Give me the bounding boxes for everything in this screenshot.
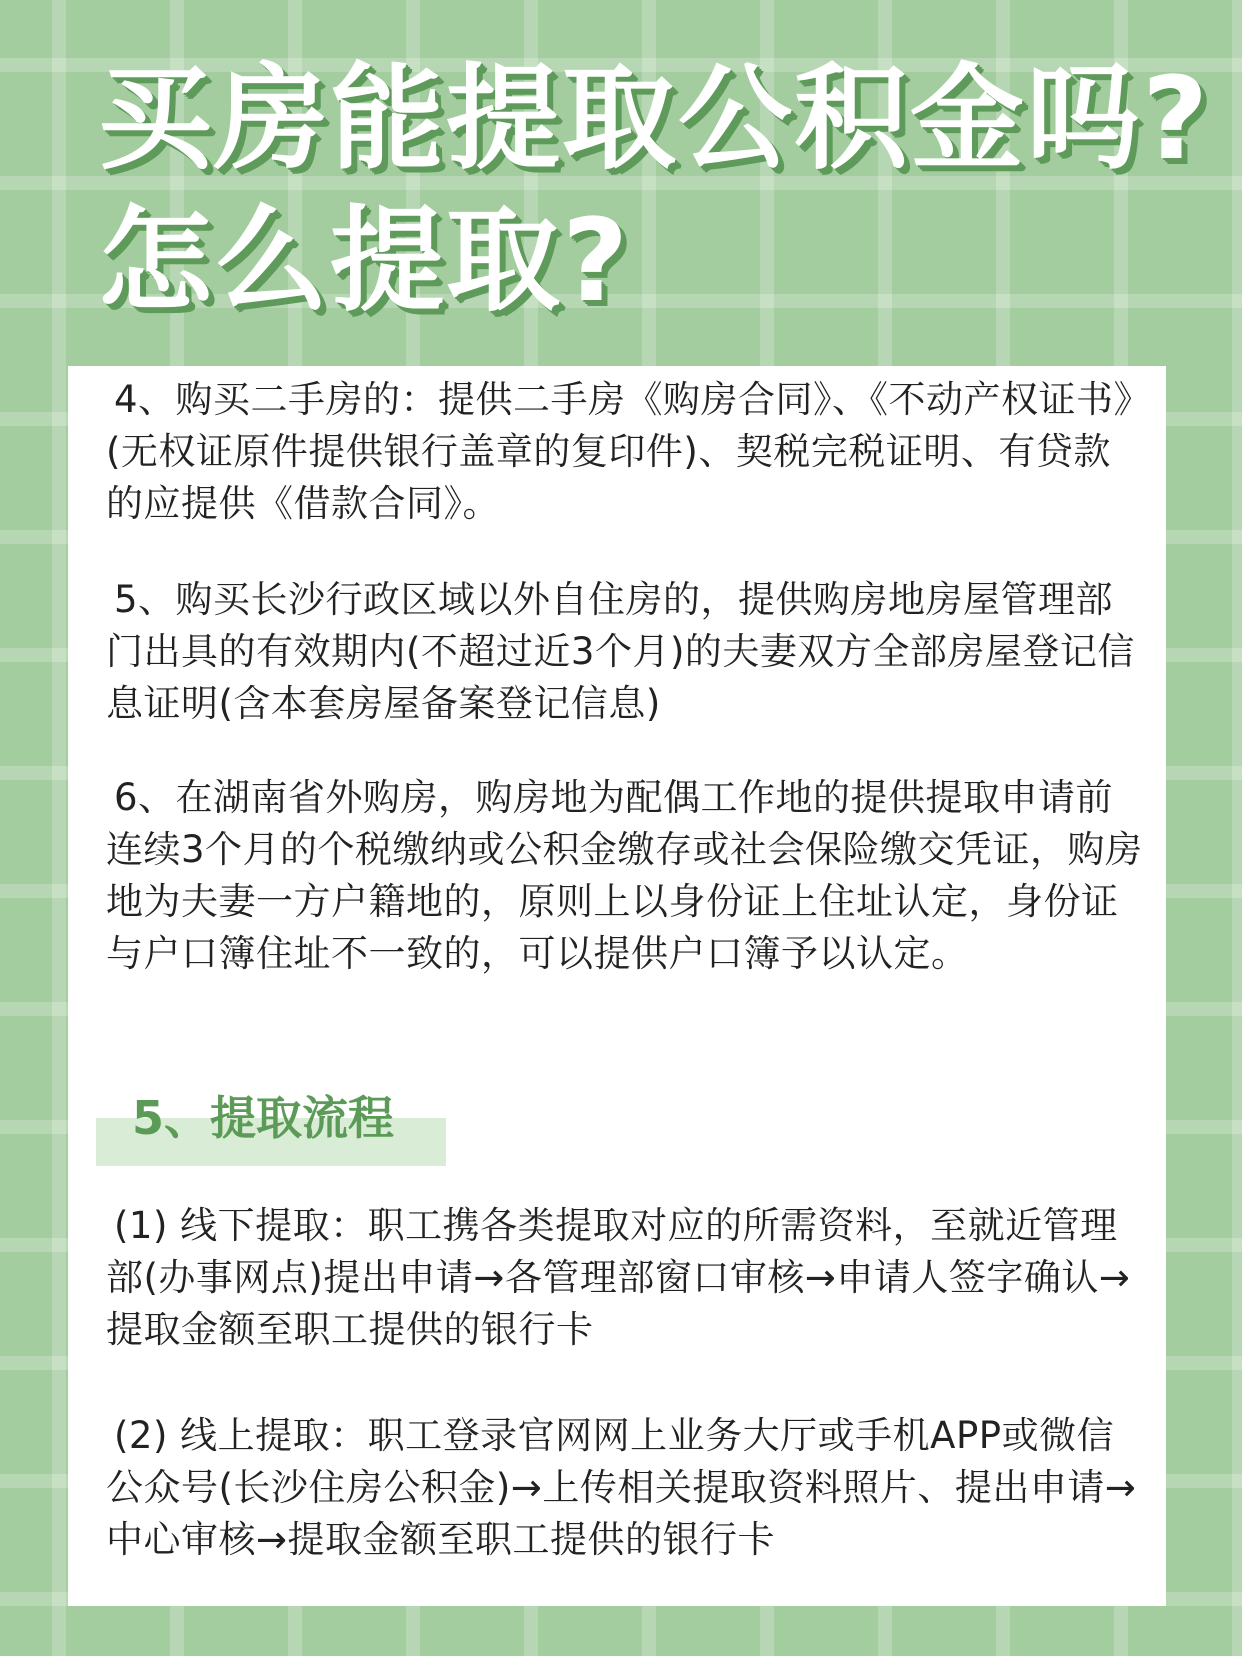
headline-line-2: 怎么提取? [98, 194, 631, 327]
headline-line-1: 买房能提取公积金吗? [98, 52, 1211, 185]
item-4-secondhand-house: 4、购买二手房的：提供二手房《购房合同》、《不动产权证书》(无权证原件提供银行盖章的复印件)、契税完税证明、有贷款的应提供《借款合同》。 [106, 378, 1133, 525]
flow-offline: (1) 线下提取：职工携各类提取对应的所需资料，至就近管理部(办事网点)提出申请→各管理部窗口审核→申请人签字确认→提取金额至职工提供的银行卡 [106, 1204, 1131, 1351]
flow-online: (2) 线上提取：职工登录官网网上业务大厅或手机APP或微信公众号(长沙住房公积金)→上传相关提取资料照片、提出申请→中心审核→提取金额至职工提供的银行卡 [106, 1414, 1137, 1561]
headline [98, 48, 1228, 332]
item-5-outside-changsha: 5、购买长沙行政区域以外自住房的，提供购房地房屋管理部门出具的有效期内(不超过近3个月)的夫妻双方全部房屋登记信息证明(含本套房屋备案登记信息) [106, 578, 1135, 725]
content-card [68, 366, 1166, 1606]
item-6-outside-hunan: 6、在湖南省外购房，购房地为配偶工作地的提供提取申请前连续3个月的个税缴纳或公积金缴存或社会保险缴交凭证，购房地为夫妻一方户籍地的，原则上以身份证上住址认定，身份证与户口簿住址不一致的，可以提供户口簿予以认定。 [106, 776, 1143, 975]
section-title: 5、提取流程 [132, 1091, 395, 1145]
